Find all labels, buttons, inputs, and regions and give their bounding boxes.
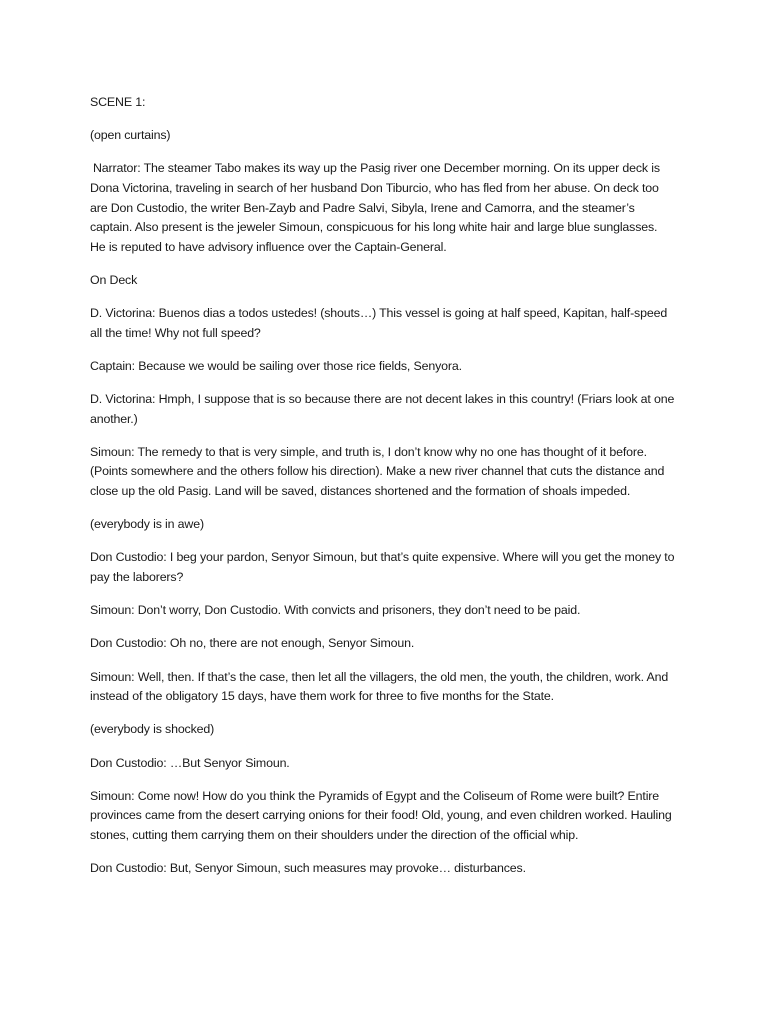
stage-direction: (everybody is shocked) [90,722,215,737]
dialogue-line: Simoun: Come now! How do you think the Pyramids of Egypt and the Coliseum of Rome were built? Entire provinces came from the desert carrying onions for their food! Old, young, and even children worked. Hauling stones, cutting them carrying them on their shoulders under the direction of the official whip. [90,788,672,842]
dialogue-line: Captain: Because we would be sailing over those rice fields, Senyora. [90,358,462,373]
dialogue-line: Don Custodio: Oh no, there are not enough, Senyor Simoun. [90,636,415,651]
dialogue-line: Simoun: The remedy to that is very simple, and truth is, I don’t know why no one has thought of it before. (Points somewhere and the others follow his direction). Make a new river channel that cuts the distance and close up the old Pasig. Land will be saved, distances shortened and the formation of shoals impeded. [90,444,665,499]
stage-direction: (open curtains) [90,128,171,143]
dialogue-line: Simoun: Don’t worry, Don Custodio. With convicts and prisoners, they don’t need to be paid. [90,603,581,618]
dialogue-line: Don Custodio: …But Senyor Simoun. [90,755,290,770]
stage-direction: (everybody is in awe) [90,517,204,532]
scene-heading: SCENE 1: [90,95,146,109]
dialogue-line: D. Victorina: Buenos dias a todos ustedes! (shouts…) This vessel is going at half speed, Kapitan, half-speed all the time! Why not full speed? [90,306,668,340]
narrator-paragraph: Narrator: The steamer Tabo makes its way up the Pasig river one December morning. On its upper deck is Dona Victorina, traveling in search of her husband Don Tiburcio, who has fled from her abuse. On deck too are Don Custodio, the writer Ben-Zayb and Padre Salvi, Sibyla, Irene and Camorra, and the steamer’s captain. Also present is the jeweler Simoun, conspicuous for his long white hair and large blue sunglasses. He is reputed to have advisory influence over the Captain-General. [90,161,660,254]
dialogue-line: D. Victorina: Hmph, I suppose that is so because there are not decent lakes in this country! (Friars look at one another.) [90,392,675,426]
dialogue-line: Don Custodio: But, Senyor Simoun, such measures may provoke… disturbances. [90,861,526,876]
dialogue-line: Simoun: Well, then. If that’s the case, then let all the villagers, the old men, the youth, the children, work. And instead of the obligatory 15 days, have them work for three to five months for the State. [90,669,669,704]
location-heading: On Deck [90,272,138,287]
dialogue-line: Don Custodio: I beg your pardon, Senyor Simoun, but that’s quite expensive. Where will you get the money to pay the laborers? [90,550,675,585]
